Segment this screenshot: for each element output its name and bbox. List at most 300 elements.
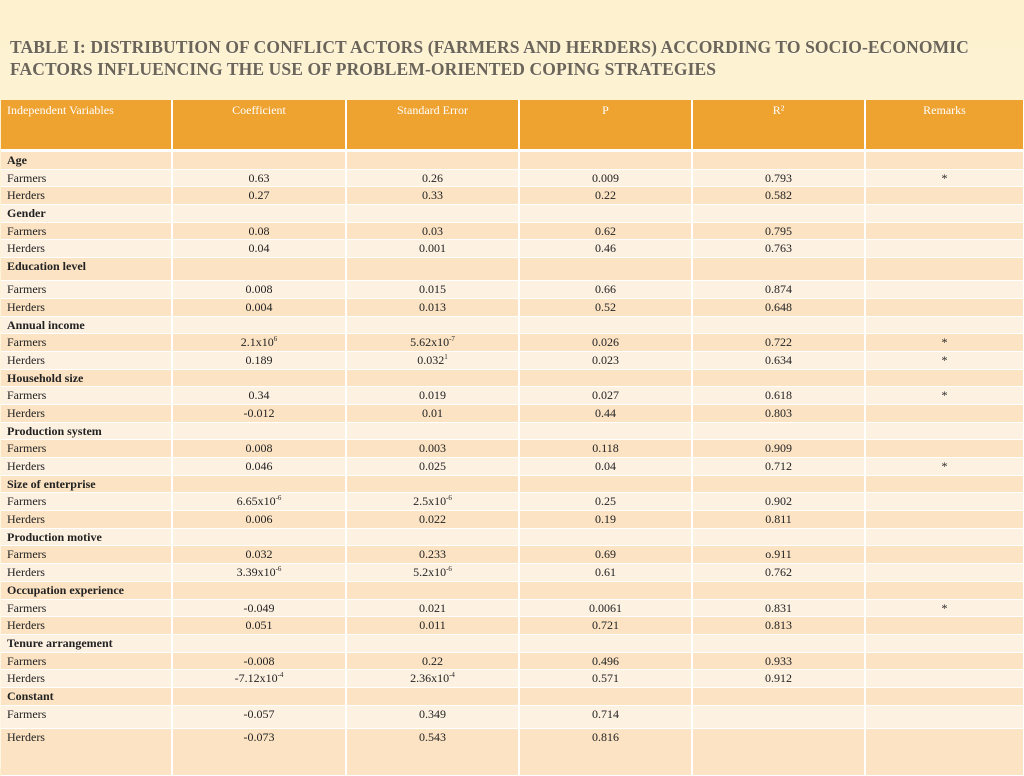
table-row (1, 440, 1024, 458)
variable-cell-value: Herders (7, 618, 45, 633)
p-value-cell-value: 0.721 (592, 618, 619, 633)
variable-cell (1, 334, 172, 352)
variable-cell-value: Farmers (7, 600, 47, 615)
r-squared-cell-value: 0.618 (765, 388, 792, 403)
header-r-squared: R² (692, 100, 865, 151)
p-value-cell (519, 404, 692, 422)
coefficient-cell-exponent: -6 (275, 565, 282, 574)
r-squared-cell (692, 687, 865, 705)
table-row (1, 298, 1024, 316)
p-value-cell (519, 222, 692, 240)
r-squared-cell-value: 0.902 (765, 494, 792, 509)
coefficient-cell-value: 0.046 (245, 459, 273, 473)
coefficient-cell (172, 422, 346, 440)
title-line-2: FACTORS INFLUENCING THE USE OF PROBLEM-ORIENTED COPING STRATEGIES (10, 59, 717, 79)
r-squared-cell (692, 634, 865, 652)
standard-error-cell (346, 705, 519, 728)
variable-cell-value: Herders (7, 671, 45, 686)
standard-error-cell (346, 222, 519, 240)
variable-cell-value: Annual income (7, 317, 85, 332)
remarks-cell-value: * (941, 600, 948, 615)
group-row (1, 422, 1024, 440)
r-squared-cell-value: 0.722 (765, 335, 792, 350)
variable-cell (1, 205, 172, 223)
r-squared-cell-value: 0.712 (765, 459, 792, 473)
remarks-cell (865, 369, 1024, 387)
table-row (1, 351, 1024, 369)
standard-error-cell (346, 493, 519, 511)
variable-cell-value: Tenure arrangement (7, 635, 113, 650)
r-squared-cell (692, 240, 865, 258)
variable-cell-value: Production motive (7, 529, 102, 544)
standard-error-cell (346, 440, 519, 458)
remarks-cell-value: * (941, 459, 948, 473)
group-row (1, 475, 1024, 493)
standard-error-cell (346, 546, 519, 564)
variable-cell (1, 511, 172, 529)
p-value-cell (519, 281, 692, 299)
r-squared-cell (692, 258, 865, 281)
standard-error-cell (346, 670, 519, 688)
p-value-cell-value: 0.714 (592, 706, 619, 721)
r-squared-cell (692, 493, 865, 511)
variable-cell-value: Farmers (7, 223, 47, 238)
r-squared-cell (692, 581, 865, 599)
r-squared-cell-value: 0.813 (765, 618, 792, 633)
group-row (1, 369, 1024, 387)
variable-cell-value: Farmers (7, 441, 47, 456)
header-coefficient: Coefficient (172, 100, 346, 151)
remarks-cell (865, 281, 1024, 299)
coefficient-cell-value: 0.051 (245, 618, 273, 633)
r-squared-cell-value: 0.909 (765, 441, 792, 456)
variable-cell-value: Herders (7, 299, 45, 314)
r-squared-cell (692, 316, 865, 334)
r-squared-cell (692, 728, 865, 775)
remarks-cell (865, 440, 1024, 458)
variable-cell (1, 728, 172, 775)
remarks-cell (865, 334, 1024, 352)
r-squared-cell-value: 0.582 (765, 188, 792, 203)
variable-cell-value: Herders (7, 241, 45, 256)
coefficient-cell (172, 440, 346, 458)
variable-cell-value: Herders (7, 188, 45, 203)
group-row (1, 151, 1024, 170)
remarks-cell (865, 546, 1024, 564)
coefficient-cell (172, 581, 346, 599)
p-value-cell (519, 440, 692, 458)
variable-cell-value: Herders (7, 459, 45, 473)
r-squared-cell (692, 404, 865, 422)
variable-cell (1, 617, 172, 635)
standard-error-cell-value: 0.011 (419, 618, 446, 633)
r-squared-cell (692, 205, 865, 223)
remarks-cell-value: * (941, 388, 948, 403)
variable-cell (1, 670, 172, 688)
table-row (1, 222, 1024, 240)
variable-cell-value: Education level (7, 259, 87, 274)
coefficient-cell-value: -0.073 (243, 729, 275, 744)
table-header-row (1, 100, 1024, 151)
r-squared-cell (692, 151, 865, 170)
variable-cell (1, 169, 172, 187)
variable-cell (1, 351, 172, 369)
remarks-cell (865, 564, 1024, 582)
remarks-cell (865, 258, 1024, 281)
standard-error-cell-exponent: -6 (446, 494, 452, 503)
remarks-cell (865, 581, 1024, 599)
coefficient-cell-value: 0.34 (248, 388, 270, 403)
remarks-cell (865, 728, 1024, 775)
p-value-cell (519, 564, 692, 582)
variable-cell-value: Production system (7, 423, 102, 438)
standard-error-cell-value: 5.62x10 (410, 335, 450, 350)
table-row (1, 187, 1024, 205)
standard-error-cell-value: 0.015 (419, 282, 446, 297)
coefficient-cell (172, 458, 346, 476)
p-value-cell-value: 0.19 (595, 512, 616, 527)
remarks-cell-value: * (941, 335, 948, 350)
coefficient-cell (172, 617, 346, 635)
standard-error-cell-value: 2.36x10 (410, 671, 450, 686)
table-row (1, 546, 1024, 564)
r-squared-cell (692, 705, 865, 728)
r-squared-cell (692, 440, 865, 458)
variable-cell-value: Herders (7, 729, 45, 744)
variable-cell-value: Farmers (7, 170, 47, 185)
coefficient-cell-value: 0.008 (245, 441, 273, 456)
remarks-cell (865, 187, 1024, 205)
variable-cell (1, 440, 172, 458)
r-squared-cell-value: 0.762 (765, 565, 792, 580)
variable-cell (1, 151, 172, 170)
coefficient-cell-value: 0.63 (248, 170, 270, 185)
p-value-cell (519, 493, 692, 511)
variable-cell (1, 387, 172, 405)
standard-error-cell (346, 728, 519, 775)
variable-cell (1, 564, 172, 582)
variable-cell (1, 528, 172, 546)
p-value-cell (519, 634, 692, 652)
standard-error-cell-value: 0.019 (419, 388, 446, 403)
coefficient-cell-exponent: -4 (277, 671, 284, 680)
table-row (1, 728, 1024, 775)
remarks-cell (865, 493, 1024, 511)
p-value-cell (519, 728, 692, 775)
coefficient-cell (172, 528, 346, 546)
variable-cell-value: Household size (7, 370, 84, 385)
regression-table (1, 100, 1024, 776)
remarks-cell-value: * (941, 352, 948, 367)
r-squared-cell (692, 298, 865, 316)
coefficient-cell (172, 728, 346, 775)
p-value-cell (519, 528, 692, 546)
variable-cell (1, 422, 172, 440)
standard-error-cell (346, 151, 519, 170)
header-p: P (519, 100, 692, 151)
group-row (1, 687, 1024, 705)
standard-error-cell (346, 528, 519, 546)
variable-cell (1, 475, 172, 493)
coefficient-cell (172, 169, 346, 187)
r-squared-cell (692, 511, 865, 529)
p-value-cell (519, 458, 692, 476)
p-value-cell-value: 0.25 (595, 494, 616, 509)
coefficient-cell (172, 316, 346, 334)
remarks-cell (865, 599, 1024, 617)
p-value-cell (519, 475, 692, 493)
coefficient-cell (172, 187, 346, 205)
p-value-cell-value: 0.69 (595, 547, 616, 562)
coefficient-cell-value: 2.1x10 (240, 335, 274, 350)
r-squared-cell (692, 670, 865, 688)
r-squared-cell-value: 0.634 (765, 352, 792, 367)
coefficient-cell (172, 240, 346, 258)
standard-error-cell (346, 351, 519, 369)
variable-cell (1, 634, 172, 652)
p-value-cell (519, 205, 692, 223)
standard-error-cell (346, 458, 519, 476)
standard-error-cell-value: 5.2x10 (413, 565, 447, 580)
standard-error-cell (346, 258, 519, 281)
standard-error-cell (346, 205, 519, 223)
standard-error-cell-value: 0.33 (422, 188, 443, 203)
standard-error-cell-value: 0.025 (419, 459, 446, 473)
group-row (1, 205, 1024, 223)
group-row (1, 258, 1024, 281)
p-value-cell (519, 617, 692, 635)
table-row (1, 705, 1024, 728)
p-value-cell (519, 581, 692, 599)
table-row (1, 240, 1024, 258)
p-value-cell (519, 187, 692, 205)
remarks-cell (865, 351, 1024, 369)
coefficient-cell (172, 599, 346, 617)
coefficient-cell (172, 634, 346, 652)
p-value-cell (519, 546, 692, 564)
coefficient-cell (172, 475, 346, 493)
p-value-cell (519, 351, 692, 369)
table-body (1, 151, 1024, 776)
p-value-cell (519, 705, 692, 728)
remarks-cell (865, 422, 1024, 440)
remarks-cell (865, 205, 1024, 223)
variable-cell (1, 222, 172, 240)
p-value-cell-value: 0.009 (592, 170, 619, 185)
remarks-cell (865, 298, 1024, 316)
r-squared-cell (692, 564, 865, 582)
table-row (1, 599, 1024, 617)
r-squared-cell-value: 0.831 (765, 600, 792, 615)
remarks-cell (865, 687, 1024, 705)
standard-error-cell-exponent: -6 (446, 565, 452, 574)
p-value-cell (519, 298, 692, 316)
variable-cell (1, 705, 172, 728)
r-squared-cell (692, 475, 865, 493)
standard-error-cell-value: 0.013 (419, 299, 446, 314)
coefficient-cell-exponent: -6 (275, 494, 282, 503)
remarks-cell (865, 511, 1024, 529)
standard-error-cell-value: 0.543 (419, 729, 446, 744)
standard-error-cell-exponent: 1 (444, 352, 448, 361)
variable-cell-value: Gender (7, 206, 46, 221)
standard-error-cell-value: 0.01 (422, 405, 443, 420)
table-row (1, 334, 1024, 352)
remarks-cell (865, 222, 1024, 240)
standard-error-cell (346, 240, 519, 258)
r-squared-cell-value: 0.795 (765, 223, 792, 238)
coefficient-cell (172, 298, 346, 316)
coefficient-cell (172, 369, 346, 387)
r-squared-cell (692, 334, 865, 352)
variable-cell (1, 687, 172, 705)
variable-cell (1, 258, 172, 281)
coefficient-cell (172, 670, 346, 688)
r-squared-cell (692, 222, 865, 240)
coefficient-cell-value: 0.08 (248, 223, 270, 238)
coefficient-cell (172, 258, 346, 281)
variable-cell (1, 187, 172, 205)
table-row (1, 511, 1024, 529)
p-value-cell-value: 0.026 (592, 335, 619, 350)
variable-cell-value: Herders (7, 512, 45, 527)
coefficient-cell (172, 281, 346, 299)
remarks-cell (865, 705, 1024, 728)
coefficient-cell-exponent: 6 (273, 335, 278, 344)
remarks-cell (865, 316, 1024, 334)
page-title (10, 36, 1010, 80)
variable-cell-value: Farmers (7, 494, 47, 509)
remarks-cell (865, 475, 1024, 493)
coefficient-cell (172, 652, 346, 670)
coefficient-cell (172, 546, 346, 564)
standard-error-cell (346, 634, 519, 652)
standard-error-cell (346, 475, 519, 493)
coefficient-cell-value: 0.04 (248, 241, 270, 256)
coefficient-cell-value: 6.65x10 (236, 494, 276, 509)
p-value-cell (519, 511, 692, 529)
group-row (1, 528, 1024, 546)
standard-error-cell-value: 2.5x10 (413, 494, 447, 509)
variable-cell-value: Constant (7, 688, 54, 703)
r-squared-cell (692, 187, 865, 205)
coefficient-cell (172, 222, 346, 240)
r-squared-cell (692, 281, 865, 299)
p-value-cell (519, 334, 692, 352)
r-squared-cell-value: 0.874 (765, 282, 792, 297)
coefficient-cell-value: 0.189 (245, 352, 273, 367)
standard-error-cell-value: 0.26 (422, 170, 443, 185)
p-value-cell-value: 0.118 (592, 441, 619, 456)
variable-cell (1, 404, 172, 422)
standard-error-cell (346, 511, 519, 529)
variable-cell (1, 493, 172, 511)
coefficient-cell-value: 0.27 (248, 188, 270, 203)
remarks-cell (865, 151, 1024, 170)
coefficient-cell (172, 334, 346, 352)
table-row (1, 617, 1024, 635)
p-value-cell-value: 0.61 (595, 565, 616, 580)
standard-error-cell-value: 0.032 (417, 352, 445, 367)
table-row (1, 652, 1024, 670)
table-row (1, 564, 1024, 582)
table-row (1, 169, 1024, 187)
variable-cell (1, 581, 172, 599)
header-standard-error: Standard Error (346, 100, 519, 151)
r-squared-cell-value: 0.803 (765, 405, 792, 420)
standard-error-cell (346, 652, 519, 670)
standard-error-cell (346, 564, 519, 582)
p-value-cell (519, 687, 692, 705)
p-value-cell (519, 652, 692, 670)
standard-error-cell (346, 581, 519, 599)
variable-cell (1, 240, 172, 258)
p-value-cell (519, 316, 692, 334)
table-row (1, 670, 1024, 688)
coefficient-cell (172, 151, 346, 170)
remarks-cell (865, 169, 1024, 187)
r-squared-cell (692, 617, 865, 635)
p-value-cell-value: 0.46 (595, 241, 616, 256)
variable-cell (1, 546, 172, 564)
coefficient-cell (172, 687, 346, 705)
standard-error-cell (346, 422, 519, 440)
standard-error-cell-value: 0.03 (422, 223, 443, 238)
p-value-cell (519, 169, 692, 187)
variable-cell-value: Herders (7, 405, 45, 420)
coefficient-cell (172, 387, 346, 405)
standard-error-cell-value: 0.001 (419, 241, 446, 256)
remarks-cell (865, 387, 1024, 405)
standard-error-cell-value: 0.349 (419, 706, 446, 721)
standard-error-cell (346, 387, 519, 405)
variable-cell-value: Farmers (7, 388, 47, 403)
coefficient-cell (172, 493, 346, 511)
coefficient-cell-value: -0.057 (243, 706, 275, 721)
variable-cell (1, 281, 172, 299)
standard-error-cell-exponent: -4 (449, 671, 455, 680)
group-row (1, 316, 1024, 334)
r-squared-cell (692, 369, 865, 387)
standard-error-cell (346, 334, 519, 352)
standard-error-cell-value: 0.233 (419, 547, 446, 562)
coefficient-cell (172, 404, 346, 422)
r-squared-cell-value: o.911 (765, 547, 792, 562)
variable-cell-value: Farmers (7, 706, 47, 721)
table-row (1, 281, 1024, 299)
r-squared-cell-value: 0.912 (765, 671, 792, 686)
variable-cell-value: Farmers (7, 547, 47, 562)
p-value-cell-value: 0.023 (592, 352, 619, 367)
p-value-cell (519, 369, 692, 387)
coefficient-cell-value: 3.39x10 (236, 565, 276, 580)
table-row (1, 404, 1024, 422)
r-squared-cell (692, 546, 865, 564)
p-value-cell-value: 0.027 (592, 388, 619, 403)
variable-cell (1, 369, 172, 387)
r-squared-cell-value: 0.763 (765, 241, 792, 256)
remarks-cell (865, 652, 1024, 670)
p-value-cell-value: 0.571 (592, 671, 619, 686)
variable-cell-value: Farmers (7, 653, 47, 668)
standard-error-cell (346, 298, 519, 316)
standard-error-cell-value: 0.003 (419, 441, 446, 456)
coefficient-cell-value: 0.008 (245, 282, 273, 297)
r-squared-cell (692, 599, 865, 617)
table-row (1, 458, 1024, 476)
r-squared-cell-value: 0.793 (765, 170, 792, 185)
coefficient-cell (172, 351, 346, 369)
